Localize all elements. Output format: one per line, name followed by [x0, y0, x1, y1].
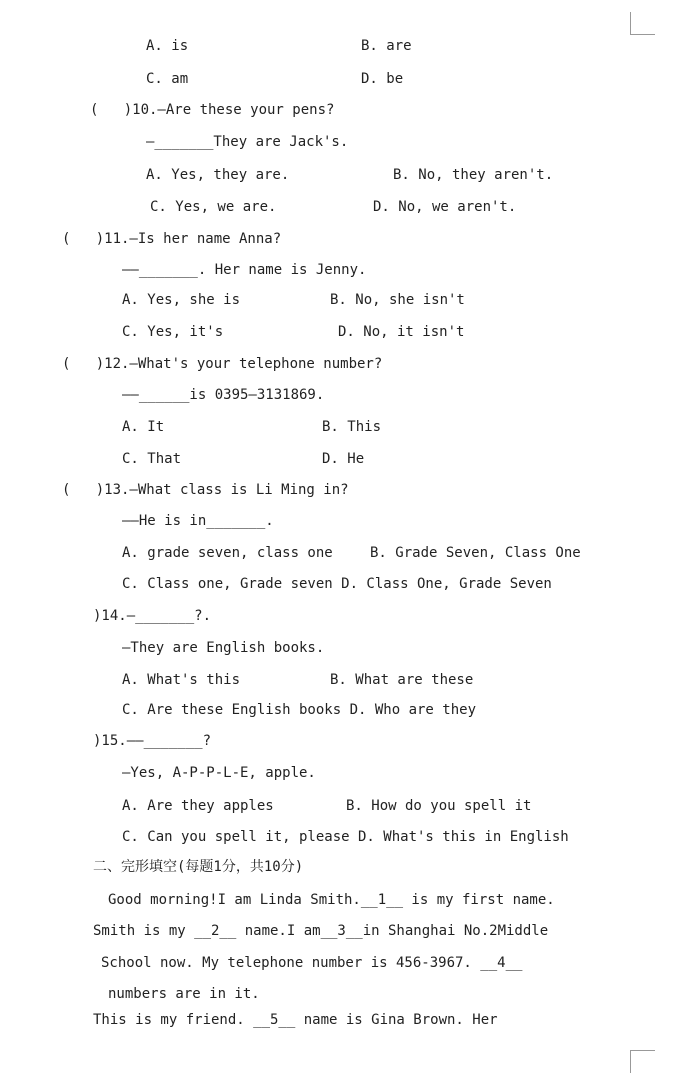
q9-option-d: D. be — [361, 71, 404, 87]
q10-question: ( )10.—Are these your pens? — [90, 102, 335, 118]
cloze-line-4: numbers are in it. — [108, 986, 260, 1002]
cloze-line-5: This is my friend. __5__ name is Gina Brown. Her — [93, 1012, 498, 1028]
q9-option-b: B. are — [361, 38, 412, 54]
q14-option-a: A. What's this — [122, 672, 241, 688]
q11-option-b: B. No, she isn't — [330, 292, 465, 308]
q10-option-d: D. No, we aren't. — [373, 199, 517, 215]
section-heading-cloze: 二、完形填空(每题1分，共10分) — [93, 859, 304, 875]
q11-question: ( )11.—Is her name Anna? — [62, 231, 282, 247]
q12-answer-line: ——______is 0395—3131869. — [122, 387, 325, 403]
q10-option-a: A. Yes, they are. — [146, 167, 290, 183]
q12-question: ( )12.—What's your telephone number? — [62, 356, 383, 372]
q12-option-a: A. It — [122, 419, 165, 435]
q15-option-a: A. Are they apples — [122, 798, 274, 814]
q12-option-b: B. This — [322, 419, 382, 435]
cloze-line-2: Smith is my __2__ name.I am__3__in Shanghai No.2Middle — [93, 923, 549, 939]
q10-answer-line: —_______They are Jack's. — [146, 134, 349, 150]
q9-option-a: A. is — [146, 38, 189, 54]
page-corner-top-right — [630, 12, 655, 35]
q13-answer-line: ——He is in_______. — [122, 513, 274, 529]
q11-option-c: C. Yes, it's — [122, 324, 224, 340]
q15-answer-line: —Yes, A-P-P-L-E, apple. — [122, 765, 316, 781]
cloze-line-1: Good morning!I am Linda Smith.__1__ is my first name. — [108, 892, 555, 908]
q9-option-c: C. am — [146, 71, 189, 87]
q15-question: )15.——_______? — [93, 733, 212, 749]
cloze-line-3: School now. My telephone number is 456-3967. __4__ — [101, 955, 523, 971]
q12-option-c: C. That — [122, 451, 182, 467]
page-corner-bottom-right — [630, 1050, 655, 1073]
q10-option-b: B. No, they aren't. — [393, 167, 554, 183]
q11-option-a: A. Yes, she is — [122, 292, 241, 308]
q11-answer-line: ——_______. Her name is Jenny. — [122, 262, 367, 278]
q11-option-d: D. No, it isn't — [338, 324, 465, 340]
q14-answer-line: —They are English books. — [122, 640, 325, 656]
q13-option-b: B. Grade Seven, Class One — [370, 545, 581, 561]
q15-options-cd: C. Can you spell it, please D. What's this in English — [122, 829, 569, 845]
q13-option-a: A. grade seven, class one — [122, 545, 333, 561]
q13-question: ( )13.—What class is Li Ming in? — [62, 482, 349, 498]
q15-option-b: B. How do you spell it — [346, 798, 532, 814]
q14-option-b: B. What are these — [330, 672, 474, 688]
q10-option-c: C. Yes, we are. — [150, 199, 277, 215]
q14-options-cd: C. Are these English books D. Who are they — [122, 702, 477, 718]
q14-question: )14.—_______?. — [93, 608, 212, 624]
q13-options-cd: C. Class one, Grade seven D. Class One, Grade Seven — [122, 576, 552, 592]
q12-option-d: D. He — [322, 451, 365, 467]
